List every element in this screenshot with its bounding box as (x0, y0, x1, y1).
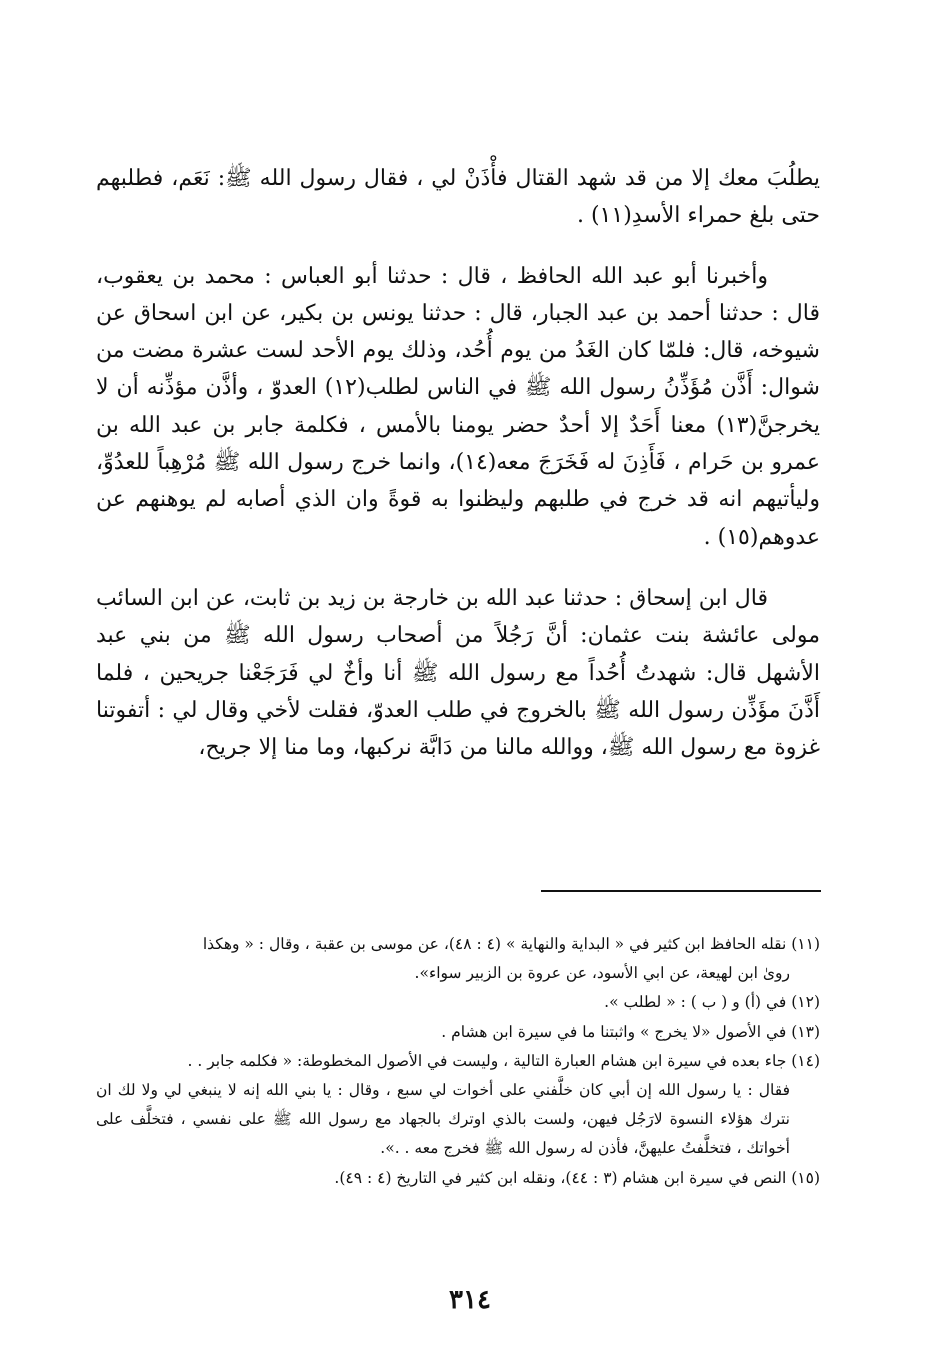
paragraph-2: وأخبرنا أبو عبد الله الحافظ ، قال : حدثنا أبو العباس : محمد بن يعقوب، قال : حدثنا أحمد بن عبد الجبار، قال : حدثنا يونس بن بكير، عن ابن اسحاق عن شيوخه، قال: فلمّا كان الغَدُ من يوم أُحُد، وذلك يوم الأحد لست عشرة مضت من شوال: أَذَّن مُؤَذِّنُ رسول الله ﷺ في الناس لطلب(١٢) العدوّ ، وأذَّن مؤذِّنه أن لا يخرجنَّ(١٣) معنا أَحَدٌ إلا أحدٌ حضر يومنا بالأمس ، فكلمة جابر بن عبد الله بن عمرو بن حَرام ، فَأَذِنَ له فَخَرَجَ معه(١٤)، وانما خرج رسول الله ﷺ مُرْهِباً للعدُوِّ، وليأتيهم انه قد خرج في طلبهم وليظنوا به قوةً وان الذي أصابه لم يوهنهم عن عدوهم(١٥) . (96, 263, 820, 550)
paragraph-3: قال ابن إسحاق : حدثنا عبد الله بن خارجة بن زيد بن ثابت، عن ابن السائب مولى عائشة بنت عثمان: أنَّ رَجُلاً من أصحاب رسول الله ﷺ من بني عبد الأشهل قال: شهدتُ أُحُداً مع رسول الله ﷺ أنا وأخٌ لي فَرَجَعْنا جريحين ، فلما أَذَّنَ مؤَذِّن رسول الله ﷺ بالخروج في طلب العدوّ، فقلت لأخي وقال لي : أتفوتنا غزوة مع رسول الله ﷺ، ووالله مالنا من دَابَّة نركبها، وما منا إلا جريح، (96, 585, 820, 761)
footnote-12: (١٢) في (أ) و ( ب ) : « لطلب ». (604, 993, 820, 1012)
footnote-13: (١٣) في الأصول «لا يخرج » واثبتنا ما في سيرة ابن هشام . (441, 1022, 820, 1041)
page-number: ٣١٤ (449, 1285, 491, 1315)
footnote-11-continuation: روىٰ ابن لهيعة، عن ابي الأسود، عن عروة بن الزبير سواء». (414, 964, 790, 983)
footnote-14-continuation: فقال : يا رسول الله إن أبي كان خلَّفني على أخوات لي سبع ، وقال : يا بني الله إنه لا ينبغي لي ولا لك ان نترك هؤلاء النسوة لارَجُل فيهن، ولست بالذي اوترك بالجهاد مع رسول الله ﷺ على نفسي ، فتخلَّف على أخواتك ، فتخلَّفتُ عليهنَّ، فأذن له رسول الله ﷺ فخرج معه . .». (96, 1081, 790, 1158)
footnote-14: (١٤) جاء بعده في سيرة ابن هشام العبارة التالية ، وليست في الأصول المخطوطة: « فكلمه جابر . . (187, 1051, 820, 1070)
footnote-15: (١٥) النص في سيرة ابن هشام (٣ : ٤٤)، ونقله ابن كثير في التاريخ (٤ : ٤٩). (334, 1168, 820, 1187)
footnote-separator (541, 890, 821, 892)
main-text (96, 160, 820, 766)
paragraph-1: يطلُبَ معك إلا من قد شهد القتال فأْذَنْ لي ، فقال رسول الله ﷺ: نَعَم، فطلبهم حتى بلغ حمراء الأسدِ(١١) . (96, 166, 820, 229)
footnote-11: (١١) نقله الحافظ ابن كثير في « البداية والنهاية » (٤ : ٤٨)، عن موسى بن عقبة ، وقال : « وهكذا (202, 935, 820, 953)
footnotes (96, 930, 820, 1193)
